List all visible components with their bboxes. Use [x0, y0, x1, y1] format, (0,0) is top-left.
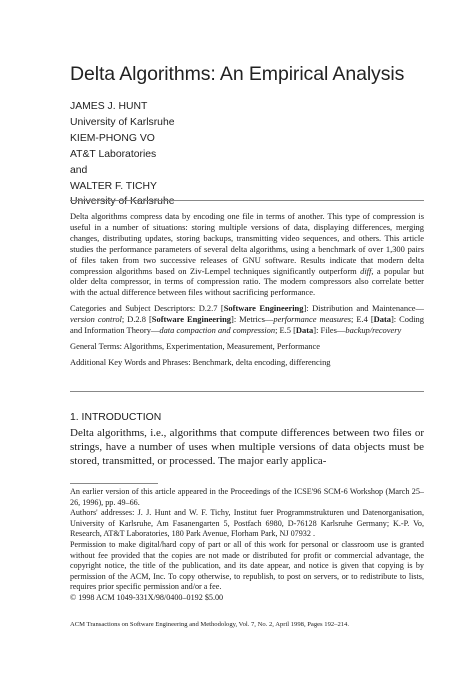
abstract-block: [70, 211, 424, 368]
footnote-rule: [70, 483, 158, 484]
author-affiliation-att: AT&T Laboratories: [70, 148, 157, 160]
footnotes-block: [70, 487, 424, 604]
footnote-copyright: © 1998 ACM 1049-331X/98/0400–0192 $5.00: [70, 592, 224, 602]
footnote-earlier-version: An earlier version of this article appeared in the Proceedings of the ICSE'96 SCM-6 Workshop (March 25–26, 1996), pp. 49–66.: [70, 487, 424, 507]
abstract-bottom-rule: [70, 391, 424, 392]
author-affiliation-karlsruhe-2: University of Karlsruhe: [70, 196, 175, 208]
paper-title: Delta Algorithms: An Empirical Analysis: [70, 63, 405, 85]
abstract-text: Delta algorithms compress data by encoding one file in terms of another. This type of compression is useful in a number of situations: storing multiple versions of data, displaying differences, merging changes, distributing updates, storing backups, transmitting video sequences, and others. This article studies the performance parameters of several delta algorithms, using a benchmark of over 1,300 pairs of files taken from two successive releases of GNU software. Results indicate that modern delta compression algorithms based on Ziv-Lempel techniques significantly outperform diff, a popular but older delta compressor, in terms of compression ratio. The modern compressors also correlate better with the actual difference between files without sacrificing performance.: [70, 211, 424, 298]
author-name-tichy: WALTER F. TICHY: [70, 180, 157, 192]
footnote-author-addresses: Authors' addresses: J. J. Hunt and W. F. Tichy, Institut fuer Programmstrukturen und Datenorganisation, University of Karlsruhe, Am Fasanengarten 5, Postfach 6980, D-76128 Karlsruhe Germany; K.-P. Vo, Research, AT&T Laboratories, 180 Park Avenue, Florham Park, NJ 07932 .: [70, 508, 424, 539]
journal-citation: ACM Transactions on Software Engineering and Methodology, Vol. 7, No. 2, April 1998, Pages 192–214.: [70, 621, 349, 628]
footnote-permission: Permission to make digital/hard copy of part or all of this work for personal or classroom use is granted without fee provided that the copies are not made or distributed for profit or commercial advantage, the copyright notice, the title of the publication, and its date appear, and notice is given that copying is by permission of the ACM, Inc. To copy otherwise, to republish, to post on servers, or to redistribute to lists, requires prior specific permission and/or a fee.: [70, 539, 424, 592]
author-conjunction: and: [70, 164, 88, 176]
introduction-text: Delta algorithms, i.e., algorithms that compute differences between two files or strings, have a number of uses when multiple versions of data objects must be stored, transmitted, or processed. The major early applica-: [70, 427, 424, 467]
general-terms: General Terms: Algorithms, Experimentation, Measurement, Performance: [70, 340, 320, 351]
additional-keywords: Additional Key Words and Phrases: Benchmark, delta encoding, differencing: [70, 356, 331, 367]
author-name-hunt: JAMES J. HUNT: [70, 101, 148, 112]
abstract-top-rule: [70, 200, 424, 201]
categories-descriptors: Categories and Subject Descriptors: D.2.7 [Software Engineering]: Distribution and Maintenance—version control; D.2.8 [Software Engineering]: Metrics—performance measures; E.4 [Data]: Coding and Information Theory—data compaction and compression; E.5 [Data]: Files—backup/recovery: [70, 303, 424, 336]
author-block: [70, 99, 175, 210]
author-name-vo: KIEM-PHONG VO: [70, 132, 155, 144]
author-affiliation-karlsruhe: University of Karlsruhe: [70, 116, 175, 128]
section-heading: 1. INTRODUCTION: [70, 412, 162, 423]
